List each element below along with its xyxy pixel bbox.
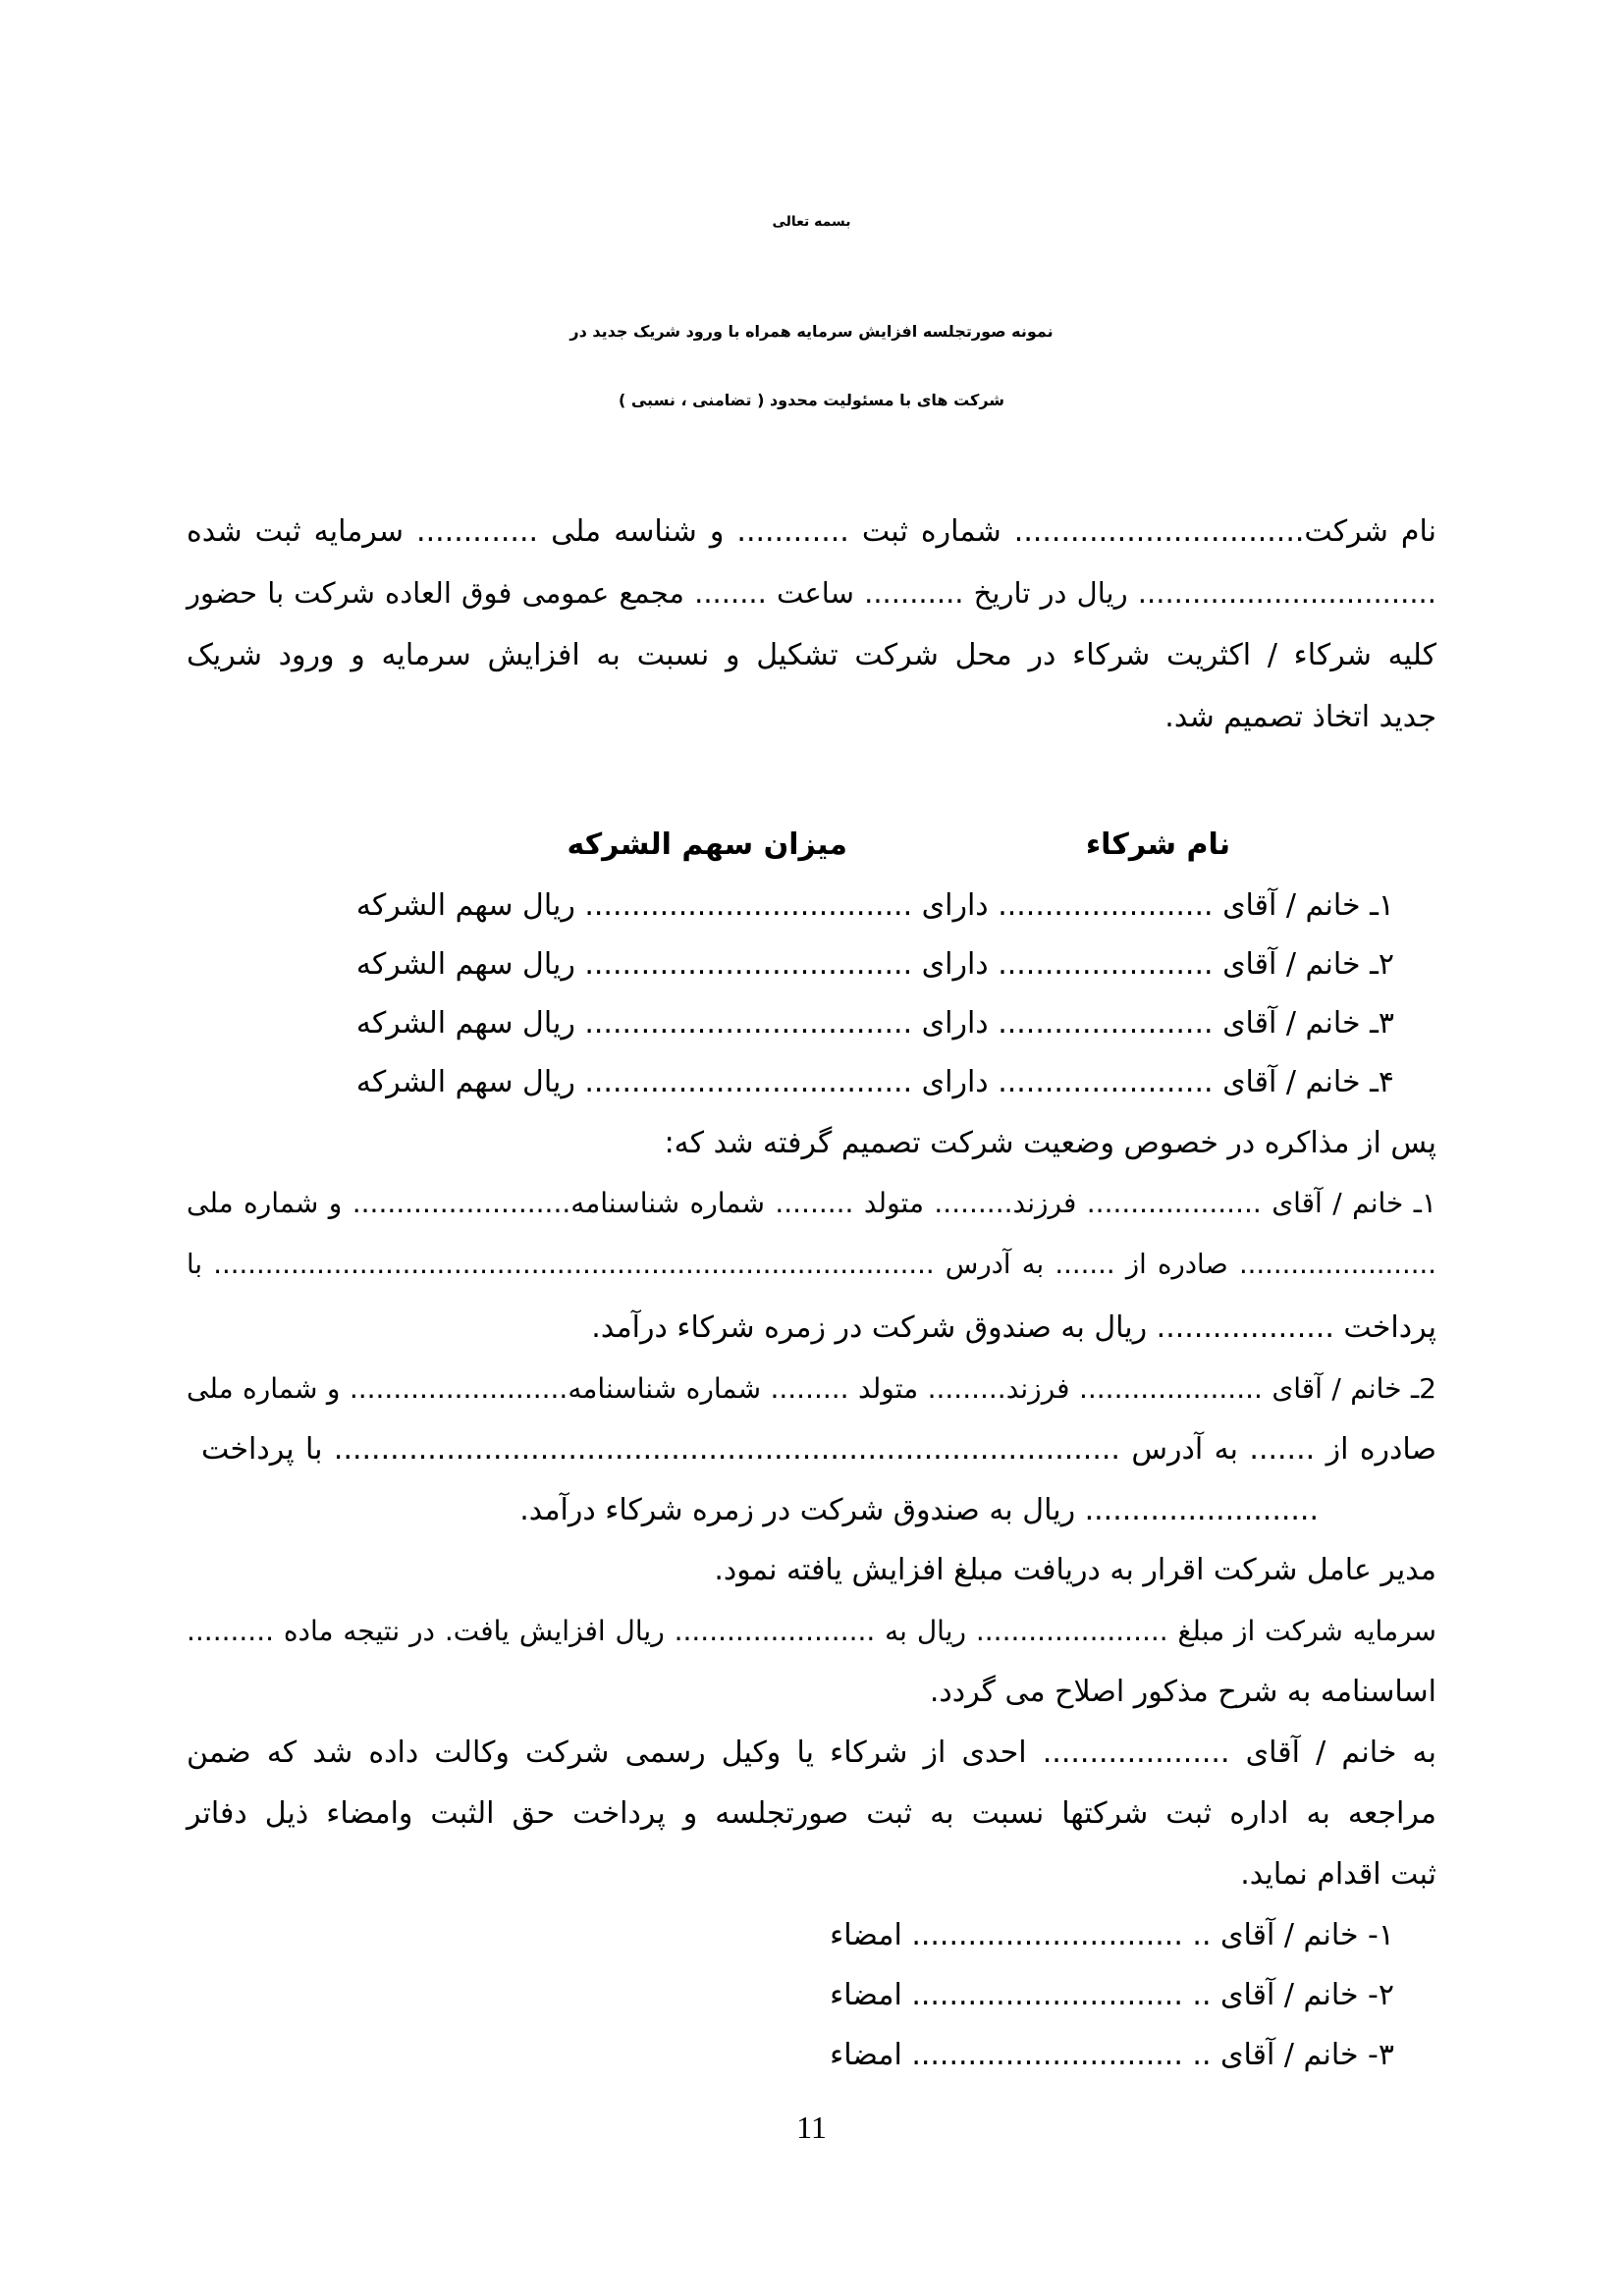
- signature-row: ۳- خانم / آقای .. ............................. امضاء: [830, 2038, 1394, 2072]
- partner-row: ۳ـ خانم / آقای ....................... دارای ................................... ریال سهم الشرکه: [355, 1006, 1394, 1041]
- new-partner-1-line-2: ....................... صادره از ....... به آدرس .................................................................................... با: [187, 1249, 1436, 1280]
- document-title-line-2: شرکت های با مسئولیت محدود ( تضامنی ، نسبی ): [618, 391, 1005, 409]
- partner-row: ۲ـ خانم / آقای ....................... دارای ................................... ریال سهم الشرکه: [355, 947, 1394, 982]
- new-partner-2-line-3: ......................... ریال به صندوق شرکت در زمره شرکاء درآمد.: [519, 1493, 1319, 1527]
- partners-name-header: نام شرکاء: [1085, 828, 1230, 862]
- page-number: 11: [796, 2109, 827, 2145]
- attorney-line-2: مراجعه به اداره ثبت شرکتها نسبت به ثبت صورتجلسه و پرداخت حق الثبت وامضاء ذیل دفاتر: [187, 1796, 1436, 1831]
- intro-line-4: جدید اتخاذ تصمیم شد.: [1164, 700, 1436, 734]
- capital-line-2: اساسنامه به شرح مذکور اصلاح می گردد.: [929, 1675, 1436, 1709]
- partners-share-header: میزان سهم الشرکه: [567, 828, 847, 862]
- intro-line-2: ................................. ریال در تاریخ ........... ساعت ........ مجمع عمومی فوق العاده شرکت با حضور: [187, 576, 1436, 610]
- attorney-line-3: ثبت اقدام نماید.: [1240, 1857, 1436, 1892]
- capital-line-1: سرمایه شرکت از مبلغ ...................... ریال به ....................... ریال افزایش یافت. در نتیجه ماده ..........: [187, 1615, 1436, 1647]
- signature-row: ۱- خانم / آقای .. ............................. امضاء: [830, 1918, 1394, 1952]
- attorney-line-1: به خانم / آقای .................... احدی از شرکاء یا وکیل رسمی شرکت وکالت داده شد که ضمن: [187, 1735, 1436, 1770]
- partner-row: ۴ـ خانم / آقای ....................... دارای ................................... ریال سهم الشرکه: [355, 1065, 1394, 1099]
- new-partner-2-line-2: صادره از ....... به آدرس .................................................................................... با پرداخت: [201, 1432, 1436, 1467]
- new-partner-1-line-1: ۱ـ خانم / آقای .................... فرزند......... متولد ......... شماره شناسنامه......................... و شماره ملی: [187, 1187, 1436, 1219]
- partner-row: ۱ـ خانم / آقای ....................... دارای ................................... ریال سهم الشرکه: [355, 888, 1394, 923]
- signature-row: ۲- خانم / آقای .. ............................. امضاء: [830, 1978, 1394, 2012]
- intro-line-1: نام شرکت............................... شماره ثبت ............ و شناسه ملی ............. سرمایه ثبت شده: [187, 514, 1436, 549]
- intro-line-3: کلیه شرکاء / اکثریت شرکاء در محل شرکت تشکیل و نسبت به افزایش سرمایه و ورود شریک: [187, 638, 1436, 672]
- manager-statement: مدیر عامل شرکت اقرار به دریافت مبلغ افزایش یافته نمود.: [714, 1553, 1436, 1587]
- decision-intro: پس از مذاکره در خصوص وضعیت شرکت تصمیم گرفته شد که:: [664, 1126, 1436, 1160]
- basmala-heading: بسمه تعالی: [772, 214, 851, 230]
- new-partner-2-line-1: 2ـ خانم / آقای ..................... فرزند......... متولد ......... شماره شناسنامه......................... و شماره ملی: [187, 1372, 1436, 1405]
- document-title-line-1: نمونه صورتجلسه افزایش سرمایه همراه با ورود شریک جدید در: [569, 322, 1054, 341]
- new-partner-1-line-3: پرداخت ................... ریال به صندوق شرکت در زمره شرکاء درآمد.: [591, 1310, 1436, 1345]
